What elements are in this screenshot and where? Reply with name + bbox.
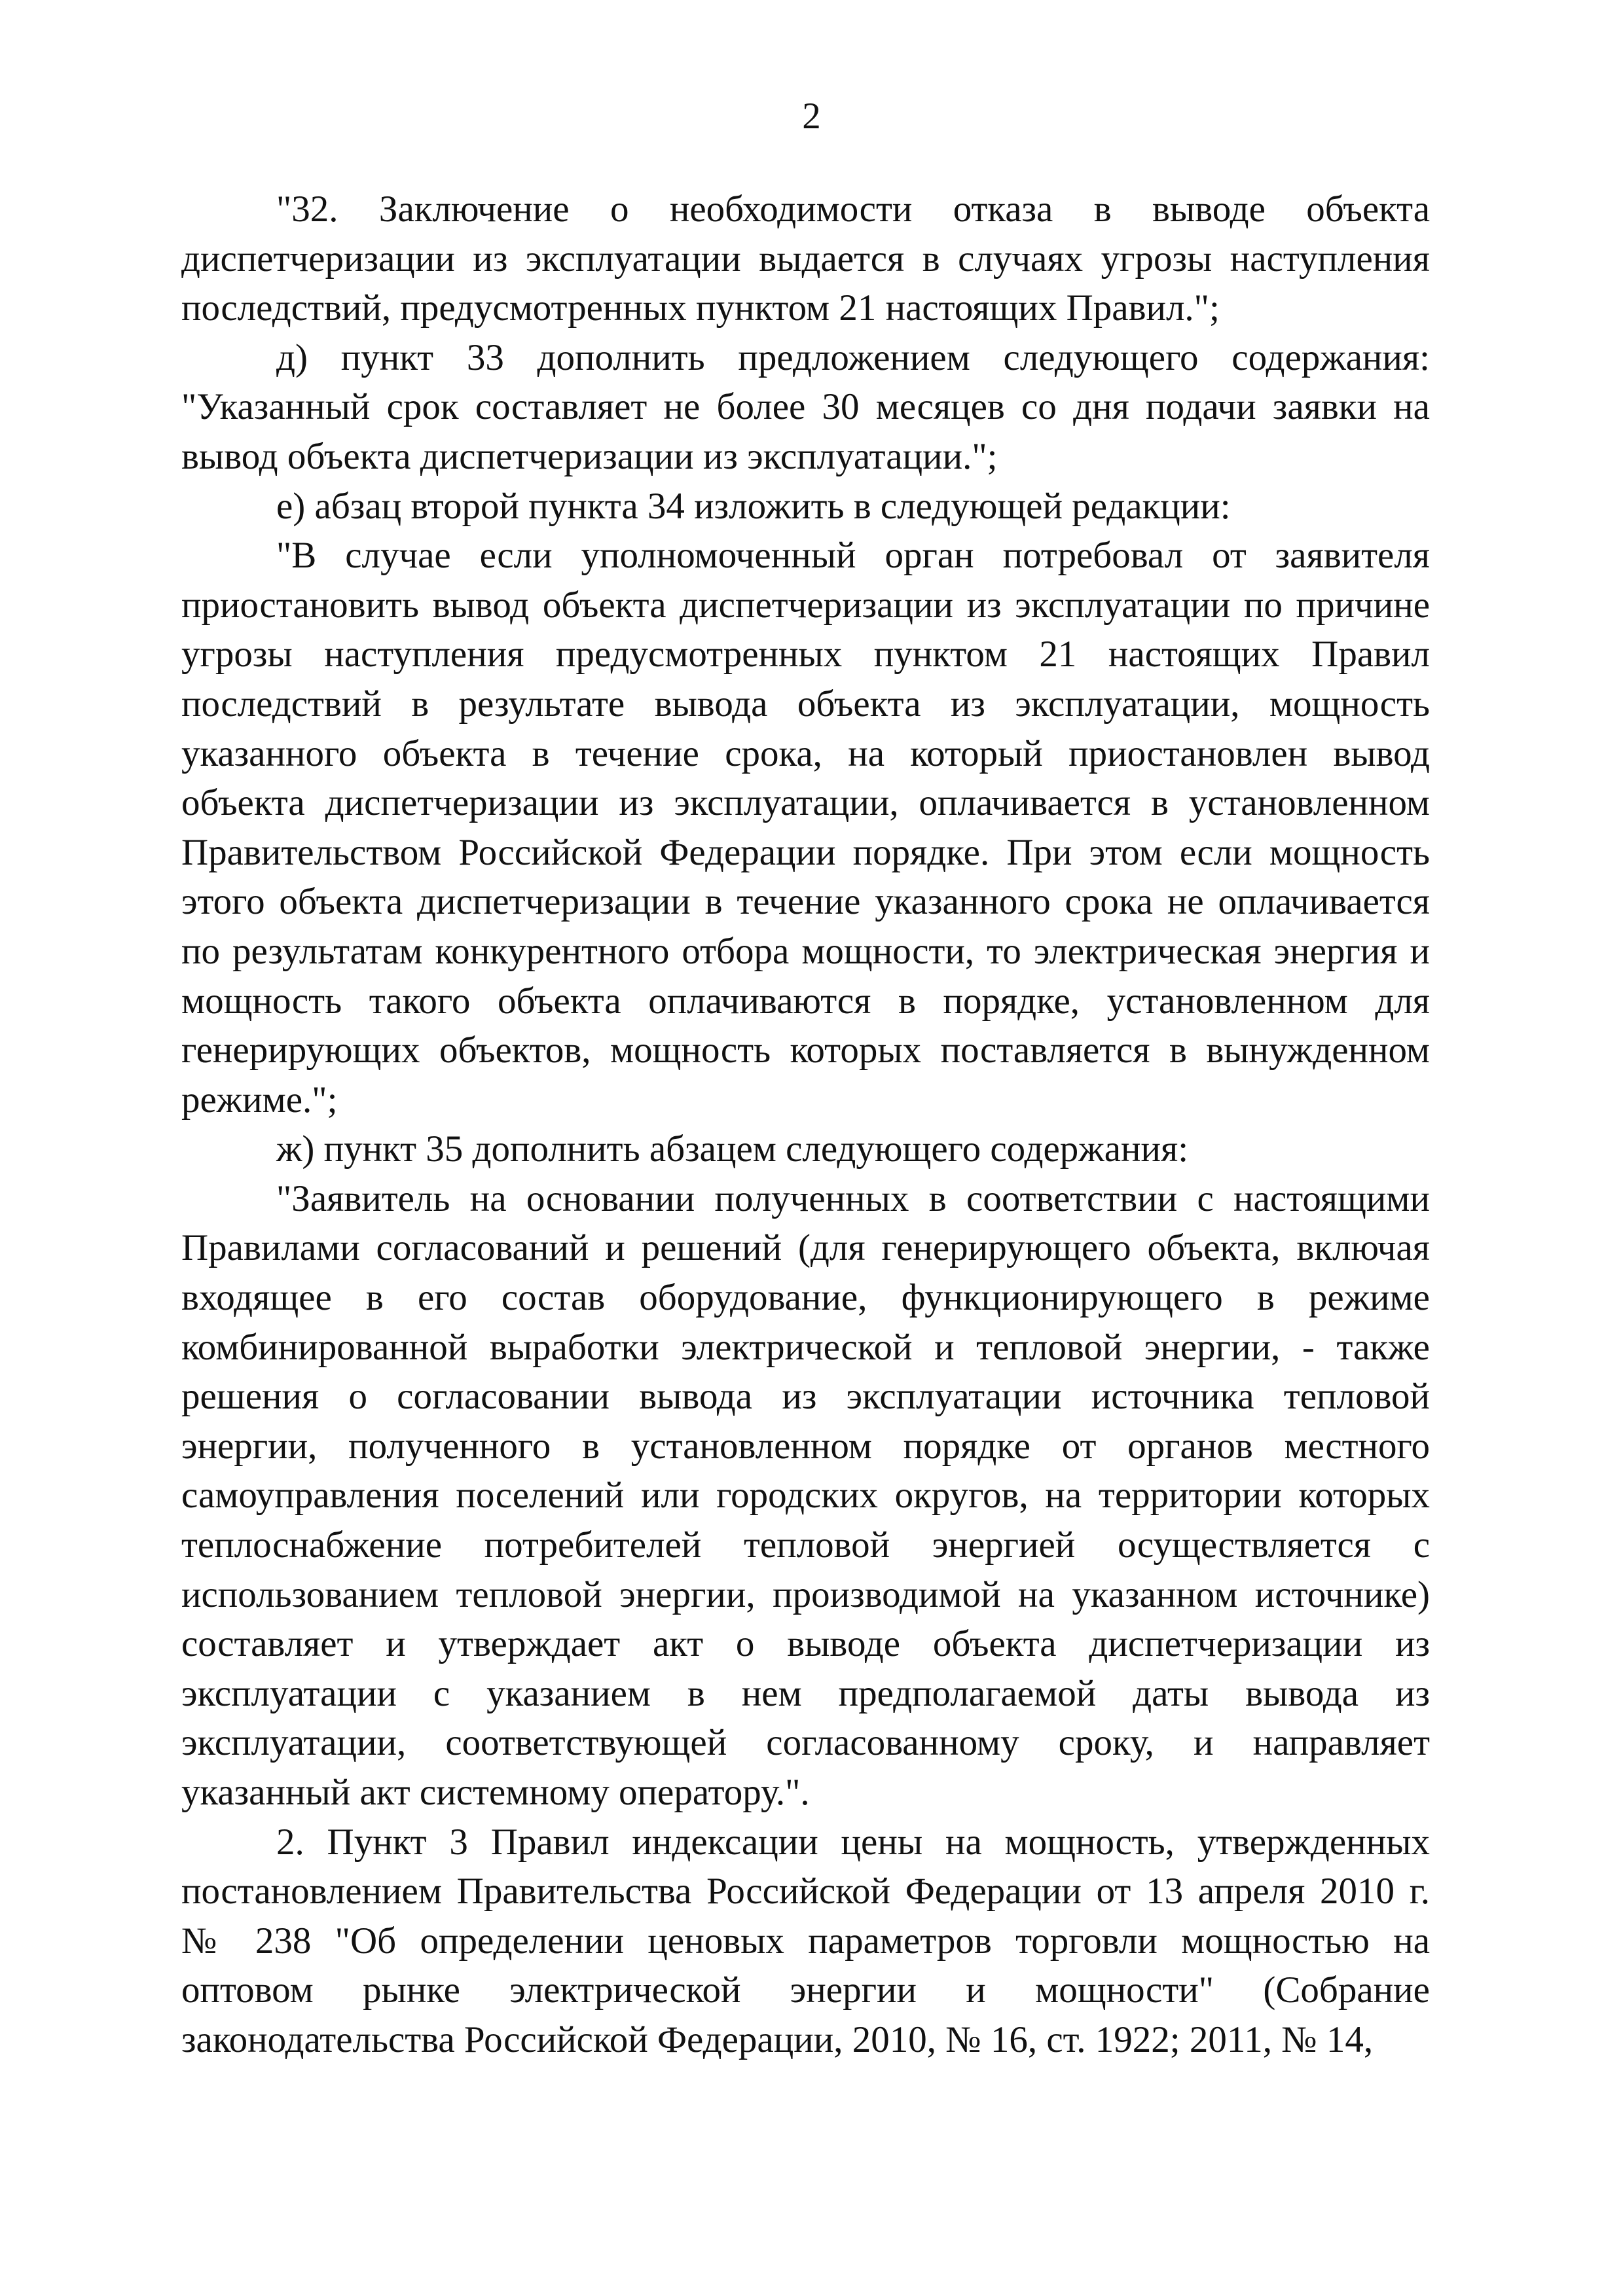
paragraph-item-32: "32. Заключение о необходимости отказа в выводе объекта диспетчеризации из эксплуатации выдается в случаях угрозы наступления последствий, предусмотренных пунктом 21 настоящих Правил."; bbox=[181, 188, 1430, 329]
paragraph-subitem-zh: ж) пункт 35 дополнить абзацем следующего содержания: bbox=[276, 1128, 1189, 1170]
paragraph-quote-item-35: "Заявитель на основании полученных в соответствии с настоящими Правилами согласований и решений (для генерирующего объекта, включая входящее в его состав оборудование, функционирующего в режиме комбинированной выработки электрической и тепловой энергии, - также решения о согласовании вывода из эксплуатации источника тепловой энергии, полученного в установленном порядке от органов местного самоуправления поселений или городских округов, на территории которых теплоснабжение потребителей тепловой энергией осуществляется с использованием тепловой энергии, производимой на указанном источнике) составляет и утверждает акт о выводе объекта диспетчеризации из эксплуатации с указанием в нем предполагаемой даты вывода из эксплуатации, соответствующей согласованному сроку, и направляет указанный акт системному оператору.". bbox=[181, 1177, 1430, 1813]
document-body bbox=[181, 185, 1430, 2065]
paragraph-quote-item-34: "В случае если уполномоченный орган потребовал от заявителя приостановить вывод объекта диспетчеризации из эксплуатации по причине угрозы наступления предусмотренных пунктом 21 настоящих Правил последствий в результате вывода объекта из эксплуатации, мощность указанного объекта в течение срока, на который приостановлен вывод объекта диспетчеризации из эксплуатации, оплачивается в установленном Правительством Российской Федерации порядке. При этом если мощность этого объекта диспетчеризации в течение указанного срока не оплачивается по результатам конкурентного отбора мощности, то электрическая энергия и мощность такого объекта оплачиваются в порядке, установленном для генерирующих объектов, мощность которых поставляется в вынужденном режиме."; bbox=[181, 535, 1430, 1121]
paragraph-subitem-e: е) абзац второй пункта 34 изложить в следующей редакции: bbox=[276, 485, 1231, 527]
page-number: 2 bbox=[802, 96, 821, 137]
paragraph-item-2: 2. Пункт 3 Правил индексации цены на мощность, утвержденных постановлением Правительства Российской Федерации от 13 апреля 2010 г. № 238 "Об определении ценовых параметров торговли мощностью на оптовом рынке электрической энергии и мощности" (Собрание законодательства Российской Федерации, 2010, № 16, ст. 1922; 2011, № 14, bbox=[181, 1821, 1430, 2060]
paragraph-subitem-d: д) пункт 33 дополнить предложением следующего содержания: "Указанный срок составляет не более 30 месяцев со дня подачи заявки на вывод объекта диспетчеризации из эксплуатации."; bbox=[181, 336, 1430, 477]
